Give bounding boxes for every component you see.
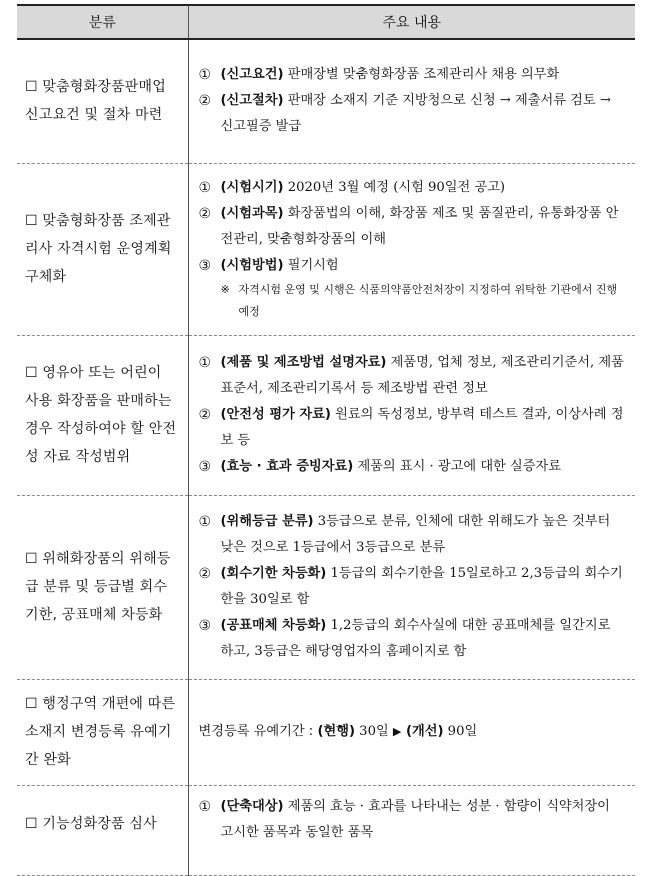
list-item [199, 454, 626, 480]
category-cell [17, 163, 188, 335]
list-item [199, 509, 626, 561]
category-text: 맞춤형화장품판매업 신고요건 및 절차 마련 [25, 79, 166, 124]
category-cell [17, 39, 188, 163]
list-item [199, 561, 626, 613]
change-label: 변경등록 유예기간 : [198, 724, 318, 739]
checkbox-icon: ☐ [25, 696, 38, 712]
item-text: 1,2등급의 회수사실에 대한 공표매체를 일간지로 하고, 3등급은 해당영업자의 홈페이지로 함 [220, 618, 611, 659]
category-text: 맞춤형화장품 조제관리사 자격시험 운영계획 구체화 [25, 213, 172, 285]
item-number: ② [198, 93, 212, 110]
improved-heading: (개선) [401, 724, 444, 739]
current-heading: (현행) [317, 724, 355, 739]
list-item [199, 62, 626, 88]
checkbox-icon: ☐ [25, 213, 38, 229]
item-heading: (회수기한 차등화) [220, 566, 327, 581]
arrow-right-icon: ▶ [392, 725, 402, 738]
note-mark: ※ [220, 283, 230, 296]
item-text: 제품의 표시 · 광고에 대한 실증자료 [353, 459, 561, 474]
category-text: 기능성화장품 심사 [42, 815, 157, 832]
item-number: ③ [198, 258, 212, 274]
item-heading: (시험시기) [220, 180, 284, 195]
item-heading: (신고절차) [220, 93, 284, 109]
list-item [199, 253, 626, 279]
header-content: 주요 내용 [188, 5, 635, 39]
category-text: 영유아 또는 어린이 사용 화장품을 판매하는 경우 작성하여야 할 안전성 자료 작성범위 [25, 365, 177, 465]
change-line [199, 719, 626, 745]
item-number: ② [198, 566, 212, 582]
item-number: ① [198, 355, 212, 371]
item-number: ① [198, 514, 212, 530]
current-value: 30일 [354, 724, 393, 739]
item-heading: (효능 · 효과 증빙자료) [220, 459, 354, 474]
item-text: 2020년 3월 예정 (시험 90일전 공고) [283, 180, 506, 195]
content-cell [188, 39, 635, 163]
item-text: 1등급의 회수기한을 15일로하고 2,3등급의 회수기한을 30일로 함 [220, 566, 623, 607]
item-text: 판매장 소재지 기준 지방청으로 신청 → 제출서류 검토 → 신고필증 발급 [220, 93, 611, 135]
table-row [17, 39, 635, 163]
checkbox-icon: ☐ [25, 79, 38, 96]
list-item [199, 175, 626, 201]
item-number: ① [198, 67, 212, 84]
item-number: ① [198, 798, 212, 815]
item-heading: (공표매체 차등화) [220, 618, 327, 633]
item-text: 제품의 효능 · 효과를 나타내는 성분 · 함량이 식약처장이 고시한 품목과 동일한 품목 [220, 798, 610, 840]
item-heading: (제품 및 제조방법 설명자료) [220, 355, 387, 370]
checkbox-icon: ☐ [25, 365, 38, 381]
list-item [199, 350, 626, 402]
list-item [199, 402, 626, 454]
footnote [199, 279, 626, 323]
item-text: 제품명, 업체 정보, 제조관리기준서, 제품표준서, 제조관리기록서 등 제조방법 관련 정보 [220, 355, 624, 396]
item-heading: (시험과목) [220, 206, 284, 221]
list-item [199, 201, 626, 253]
header-row [17, 5, 635, 39]
item-number: ① [198, 180, 212, 196]
item-number: ③ [198, 459, 212, 475]
category-cell [17, 785, 188, 875]
item-text: 판매장별 맞춤형화장품 조제관리사 채용 의무화 [283, 67, 560, 83]
item-text: 3등급으로 분류, 인체에 대한 위해도가 높은 것부터 낮은 것으로 1등급에서 3등급으로 분류 [220, 514, 611, 555]
checkbox-icon: ☐ [25, 815, 38, 832]
table-row [17, 163, 635, 335]
item-text: 필기시험 [283, 258, 339, 273]
note-text: 자격시험 운영 및 시행은 식품의약품안전처장이 지정하여 위탁한 기관에서 진행 예정 [238, 283, 618, 318]
category-text: 위해화장품의 위해등급 분류 및 등급별 회수기한, 공표매체 차등화 [25, 551, 171, 623]
item-number: ② [198, 407, 212, 423]
content-cell [188, 163, 635, 335]
content-cell [188, 335, 635, 495]
checkbox-icon: ☐ [25, 551, 38, 567]
item-heading: (신고요건) [220, 67, 284, 83]
category-cell [17, 335, 188, 495]
table-row [17, 679, 635, 785]
item-heading: (위해등급 분류) [220, 514, 314, 529]
list-item [199, 613, 626, 665]
content-cell [188, 495, 635, 679]
category-cell [17, 495, 188, 679]
item-number: ③ [198, 618, 212, 634]
list-item [199, 88, 626, 140]
item-number: ② [198, 206, 212, 222]
item-text: 화장품법의 이해, 화장품 제조 및 품질관리, 유통화장품 안전관리, 맞춤형화장품의 이해 [220, 206, 619, 247]
content-cell [188, 785, 635, 875]
item-text: 원료의 독성정보, 방부력 테스트 결과, 이상사례 정보 등 [220, 407, 624, 448]
table-row [17, 495, 635, 679]
category-cell [17, 679, 188, 785]
list-item [199, 794, 626, 846]
item-heading: (단축대상) [220, 798, 284, 814]
improved-value: 90일 [443, 724, 478, 739]
item-heading: (안전성 평가 자료) [220, 407, 331, 422]
table-row [17, 335, 635, 495]
content-cell [188, 679, 635, 785]
item-heading: (시험방법) [220, 258, 284, 273]
table-row [17, 785, 635, 875]
content-table [17, 4, 635, 876]
header-category: 분류 [17, 5, 188, 39]
category-text: 행정구역 개편에 따른 소재지 변경등록 유예기간 완화 [25, 696, 176, 768]
